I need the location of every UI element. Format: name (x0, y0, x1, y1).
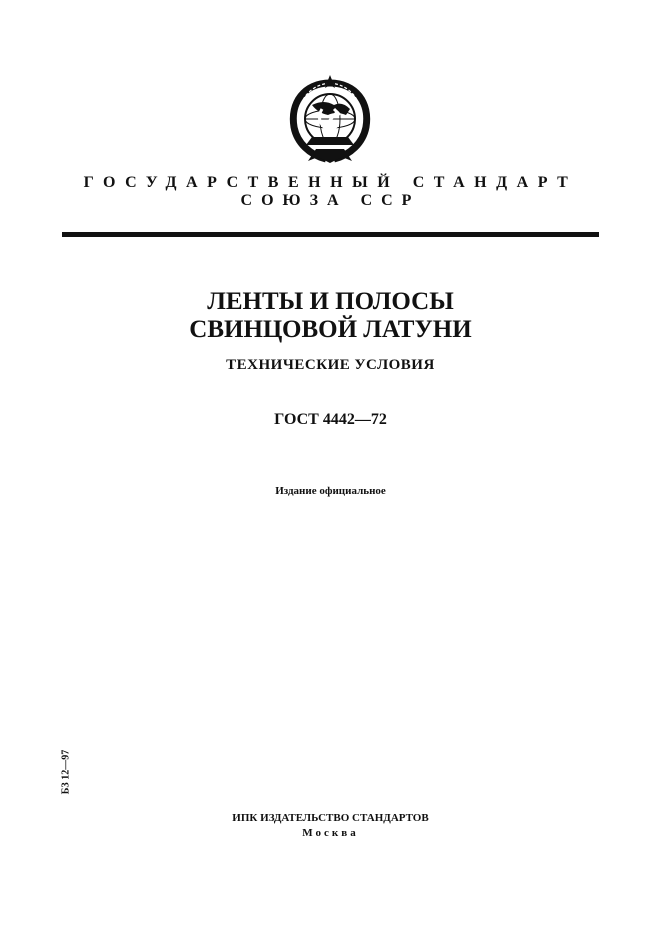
publisher-city: Москва (302, 827, 359, 839)
document-title-line1: ЛЕНТЫ И ПОЛОСЫ (207, 288, 454, 315)
horizontal-rule (62, 232, 599, 237)
publisher-name: ИПК ИЗДАТЕЛЬСТВО СТАНДАРТОВ (232, 812, 429, 824)
header-ussr: СОЮЗА ССР (240, 192, 421, 209)
document-title-line2: СВИНЦОВОЙ ЛАТУНИ (189, 316, 472, 343)
edition-note: Издание официальное (275, 485, 386, 497)
standard-number: ГОСТ 4442—72 (274, 411, 387, 428)
document-subtitle: ТЕХНИЧЕСКИЕ УСЛОВИЯ (226, 357, 435, 373)
side-code: БЗ 12—97 (60, 749, 72, 795)
ussr-coat-of-arms-icon (282, 75, 378, 167)
header-state-standard: ГОСУДАРСТВЕННЫЙ СТАНДАРТ (83, 174, 578, 191)
